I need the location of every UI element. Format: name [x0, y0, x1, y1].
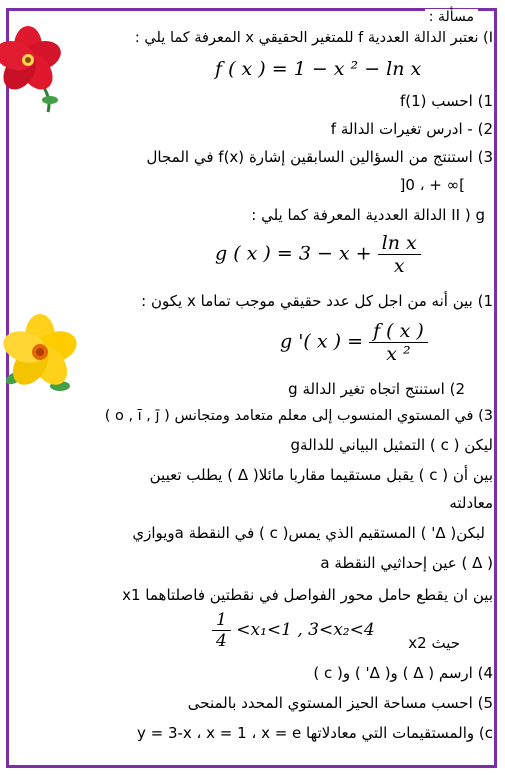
line-curve-c: ليكن ( c ) التمثيل البياني للدالةg	[290, 436, 493, 454]
line-asymptote: بين أن ( c ) يقبل مستقيما مقاربا مائلا( Δ ) يطلب تعيين	[149, 466, 493, 484]
line-intersections: بين ان يقطع حامل محور الفواصل في نقطتين فاصلتاهما x1	[122, 586, 493, 604]
formula-g-fraction	[378, 232, 421, 277]
line-q1: 1) احسب f(1)	[399, 92, 493, 110]
formula-gprime	[280, 320, 428, 365]
line-point-a: ( Δ ) عين إحداثيي النقطة a	[320, 554, 493, 572]
line-where-x2: حيث x2	[408, 634, 460, 652]
formula-inequality	[212, 610, 375, 651]
line-q3: 3) استنتج من السؤالين السابقين إشارة f(x) في المجال	[146, 148, 493, 166]
line-q2: 2) - ادرس تغيرات الدالة f	[330, 120, 493, 138]
line-p2-q3: 3) في المستوي المنسوب إلى معلم متعامد ومتجانس ( o , ī , j̄ )	[104, 408, 493, 424]
formula-g-lhs: g ( x ) = 3 − x +	[215, 242, 372, 265]
formula-quarter-den: 4	[212, 630, 231, 651]
line-interval: ]0 ، + ∞[	[399, 176, 465, 194]
formula-f: f ( x ) = 1 − x ² − ln x	[215, 58, 422, 80]
line-p2-q2: 2) استنتج اتجاه تغير الدالة g	[288, 380, 465, 398]
line-tangent: لبكن( Δ' ) المستقيم الذي يمس( c ) في النقطة aويوازي	[132, 524, 485, 542]
line-q4: 4) ارسم ( Δ ) و( Δ' ) و( c )	[313, 664, 493, 682]
line-equation: معادلته	[449, 494, 493, 512]
formula-gprime-lhs: g '( x ) =	[280, 330, 364, 353]
line-q5: 5) احسب مساحة الحيز المستوي المحدد بالمنحى	[187, 694, 493, 712]
formula-quarter-num: 1	[216, 610, 227, 630]
formula-gprime-num: f ( x )	[373, 320, 424, 342]
formula-g	[215, 232, 421, 277]
formula-inequality-rest: <x₁<1 , 3<x₂<4	[236, 620, 375, 640]
line-part1-intro: I) نعتبر الدالة العددية f للمتغير الحقيقي x المعرفة كما يلي :	[134, 30, 493, 46]
formula-gprime-den: x ²	[369, 342, 428, 365]
formula-g-den: x	[378, 254, 421, 277]
line-p2-q1: 1) بين أنه من اجل كل عدد حقيقي موجب تماما x يكون :	[141, 292, 493, 310]
page-title: مسألة :	[425, 9, 478, 25]
line-part2-intro: II ) g الدالة العددية المعرفة كما يلي :	[251, 206, 485, 224]
formula-g-num: ln x	[381, 232, 417, 254]
line-lines-equations: c) والمستقيمات التي معادلاتها y = 3-x ، x = 1 ، x = e	[136, 724, 493, 742]
formula-gprime-fraction	[369, 320, 428, 365]
formula-quarter	[212, 610, 231, 651]
